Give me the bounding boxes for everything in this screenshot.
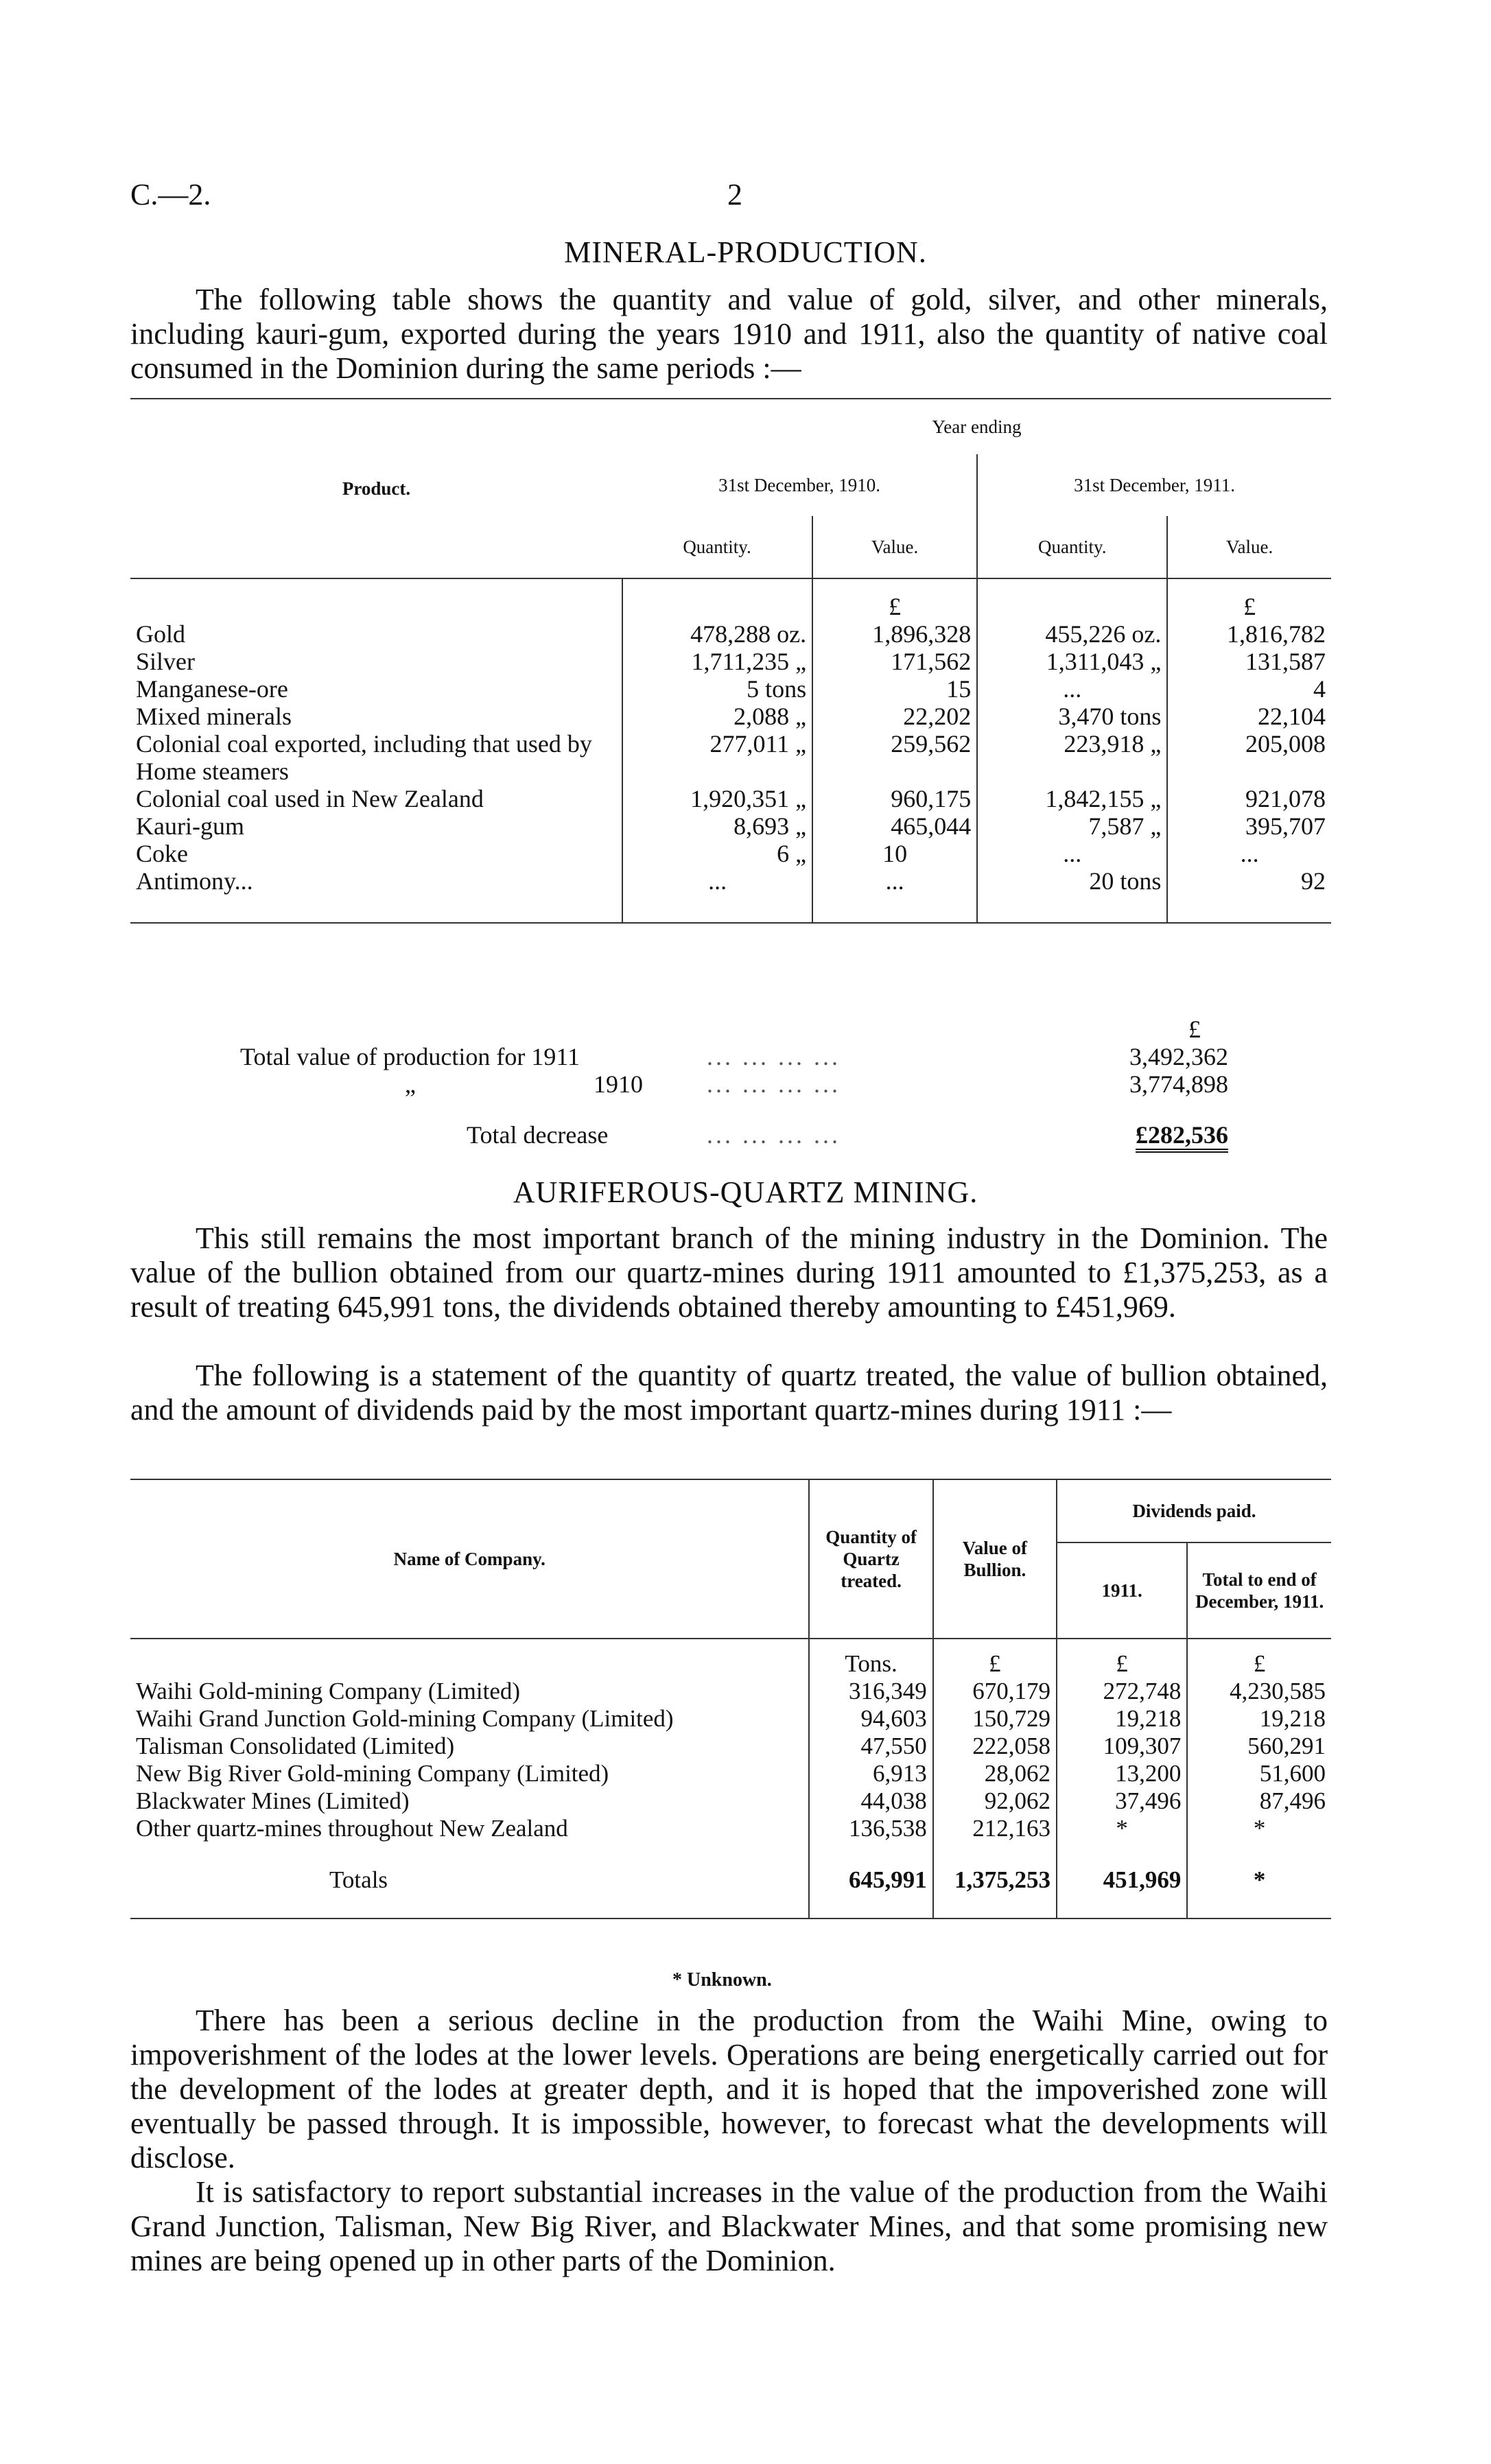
mineral-production-table	[130, 398, 1331, 924]
company-name-header: Name of Company.	[393, 1549, 545, 1569]
value-1911: ...	[1167, 840, 1331, 867]
value-1911: 4	[1167, 675, 1331, 703]
value-1910: 960,175	[812, 785, 977, 812]
quantity-1911: 1,842,155 „	[977, 785, 1167, 812]
currency-symbol: £	[1167, 578, 1331, 620]
dividends-total: 87,496	[1187, 1787, 1331, 1815]
total-decrease-label: Total decrease	[467, 1121, 609, 1149]
quantity-1911-header: Quantity.	[977, 516, 1167, 578]
dividends-1911-header: 1911.	[1057, 1542, 1187, 1639]
quantity-1910: 277,011 „	[622, 730, 812, 785]
dividends-total-header: Total to end of December, 1911.	[1187, 1542, 1331, 1639]
quartz-quantity: 6,913	[809, 1760, 932, 1787]
total-decrease-value: £282,536	[1136, 1121, 1228, 1153]
quantity-1910: 1,711,235 „	[622, 648, 812, 675]
closing-paragraph-2: It is satisfactory to report substantial increases in the value of the production from the Waihi Grand Junction, Talisman, New Big River, and Blackwater Mines, and that some promising new mines are being opened up in other parts of the Dominion.	[130, 2175, 1328, 2277]
table-row	[130, 1760, 1331, 1787]
page-number: 2	[727, 178, 742, 211]
quantity-1910-header: Quantity.	[683, 537, 751, 557]
value-1911: 92	[1167, 867, 1331, 923]
total-decrease-row	[240, 1121, 1228, 1149]
bullion-value: 150,729	[933, 1705, 1057, 1733]
value-1911: 395,707	[1167, 812, 1331, 840]
quantity-1910: ...	[622, 867, 812, 923]
bullion-value: 28,062	[933, 1760, 1057, 1787]
product-name: Coke	[136, 840, 188, 867]
dividends-total: *	[1187, 1815, 1331, 1842]
dividends-total: 19,218	[1187, 1705, 1331, 1733]
company-name: New Big River Gold-mining Company (Limited)	[136, 1760, 609, 1787]
quantity-1911: ...	[977, 840, 1167, 867]
closing-paragraph-1: There has been a serious decline in the production from the Waihi Mine, owing to impoverishment of the lodes at the lower levels. Operations are being energetically carried out for the development of the lodes at greater depth, and it is hoped that the impoverished zone will eventually be passed through. It is impossible, however, to forecast what the developments will disclose.	[130, 2004, 1328, 2174]
total-1911-row	[240, 1043, 1228, 1070]
company-name: Talisman Consolidated (Limited)	[136, 1733, 455, 1759]
value-1911: 205,008	[1167, 730, 1331, 785]
bullion-value: 670,179	[933, 1678, 1057, 1705]
dividends-total: 51,600	[1187, 1760, 1331, 1787]
currency-symbol: £	[1188, 1016, 1201, 1043]
bullion-value-header: Value of Bullion.	[933, 1479, 1057, 1639]
bullion-value: 212,163	[933, 1815, 1057, 1842]
table-row	[130, 620, 1331, 648]
value-1910-header: Value.	[812, 516, 977, 578]
bullion-value: 222,058	[933, 1733, 1057, 1760]
total-dividends-1911: 451,969	[1057, 1842, 1187, 1919]
table-row	[130, 703, 1331, 730]
product-name: Kauri-gum	[136, 812, 244, 840]
value-1910: 1,896,328	[812, 620, 977, 648]
table-row	[130, 1815, 1331, 1842]
value-1910: 15	[812, 675, 977, 703]
tons-unit: Tons.	[809, 1639, 932, 1678]
quantity-1911: 223,918 „	[977, 730, 1167, 785]
dividends-1911: 13,200	[1057, 1760, 1187, 1787]
quartz-mines-table	[130, 1479, 1331, 1919]
total-dividends-to-date: *	[1187, 1842, 1331, 1919]
section-title-mineral-production: MINERAL-PRODUCTION.	[564, 235, 927, 269]
period-1910-header: 31st December, 1910.	[718, 475, 881, 495]
value-1910: 10	[812, 840, 977, 867]
currency-row	[130, 578, 1331, 620]
dividends-1911: 19,218	[1057, 1705, 1187, 1733]
dividends-paid-header: Dividends paid.	[1057, 1479, 1331, 1542]
table-row	[130, 812, 1331, 840]
product-name: Colonial coal used in New Zealand	[136, 785, 484, 812]
quantity-1910: 478,288 oz.	[622, 620, 812, 648]
company-name: Other quartz-mines throughout New Zealand	[136, 1815, 568, 1842]
ditto-mark: „	[405, 1070, 416, 1098]
product-name: Colonial coal exported, including that used by Home steamers	[136, 730, 592, 785]
section-title-auriferous-quartz: AURIFEROUS-QUARTZ MINING.	[513, 1175, 978, 1209]
dividends-1911: *	[1057, 1815, 1187, 1842]
product-column-header: Product.	[342, 478, 411, 499]
quartz-quantity: 316,349	[809, 1678, 932, 1705]
value-1910: ...	[812, 867, 977, 923]
table-row	[130, 1678, 1331, 1705]
dividends-1911: 37,496	[1057, 1787, 1187, 1815]
currency-symbol: £	[812, 578, 977, 620]
quantity-1910: 2,088 „	[622, 703, 812, 730]
totals-row	[130, 1842, 1331, 1919]
quantity-1911: 20 tons	[977, 867, 1167, 923]
intro-paragraph: The following table shows the quantity and value of gold, silver, and other minerals, including kauri-gum, exported during the years 1910 and 1911, also the quantity of native coal consumed in the Dominion during the same periods :—	[130, 283, 1328, 385]
currency-symbol: £	[933, 1639, 1057, 1678]
product-name: Mixed minerals	[136, 703, 292, 730]
quartz-quantity: 44,038	[809, 1787, 932, 1815]
quantity-1911: ...	[977, 675, 1167, 703]
table-row	[130, 840, 1331, 867]
table-row	[130, 867, 1331, 923]
company-name: Waihi Grand Junction Gold-mining Company (Limited)	[136, 1705, 674, 1732]
period-1911-header: 31st December, 1911.	[977, 454, 1331, 516]
table-row	[130, 785, 1331, 812]
quantity-1910: 6 „	[622, 840, 812, 867]
quantity-1911: 7,587 „	[977, 812, 1167, 840]
currency-symbol: £	[1057, 1639, 1187, 1678]
quantity-treated-header: Quantity of Quartz treated.	[809, 1479, 932, 1639]
auriferous-paragraph-2: The following is a statement of the quantity of quartz treated, the value of bullion obtained, and the amount of dividends paid by the most important quartz-mines during 1911 :—	[130, 1359, 1328, 1427]
value-1911-header: Value.	[1167, 516, 1331, 578]
quantity-1910: 1,920,351 „	[622, 785, 812, 812]
value-1910: 465,044	[812, 812, 977, 840]
production-totals	[240, 1016, 1228, 1149]
total-value: 1,375,253	[933, 1842, 1057, 1919]
total-1910-value: 3,774,898	[1129, 1070, 1228, 1098]
value-1911: 921,078	[1167, 785, 1331, 812]
value-1910: 259,562	[812, 730, 977, 785]
dividends-1911: 109,307	[1057, 1733, 1187, 1760]
value-1911: 1,816,782	[1167, 620, 1331, 648]
bullion-value: 92,062	[933, 1787, 1057, 1815]
quartz-quantity: 47,550	[809, 1733, 932, 1760]
value-1911: 131,587	[1167, 648, 1331, 675]
table2-header-row-1	[130, 1479, 1331, 1542]
value-1911: 22,104	[1167, 703, 1331, 730]
leader-dots: ... ... ... ...	[707, 1121, 841, 1149]
dividends-total: 4,230,585	[1187, 1678, 1331, 1705]
leader-dots: ... ... ... ...	[707, 1043, 841, 1070]
leader-dots: ... ... ... ...	[707, 1070, 841, 1098]
total-quantity: 645,991	[809, 1842, 932, 1919]
auriferous-paragraph-1: This still remains the most important branch of the mining industry in the Dominion. The value of the bullion obtained from our quartz-mines during 1911 amounted to £1,375,253, as a result of treating 645,991 tons, the dividends obtained thereby amounting to £451,969.	[130, 1221, 1328, 1324]
value-1910: 22,202	[812, 703, 977, 730]
quartz-quantity: 136,538	[809, 1815, 932, 1842]
dividends-1911: 272,748	[1057, 1678, 1187, 1705]
quantity-1911: 1,311,043 „	[977, 648, 1167, 675]
quartz-quantity: 94,603	[809, 1705, 932, 1733]
table-row	[130, 1705, 1331, 1733]
quantity-1911: 3,470 tons	[977, 703, 1167, 730]
product-name: Silver	[136, 648, 195, 675]
company-name: Blackwater Mines (Limited)	[136, 1787, 410, 1814]
value-1910: 171,562	[812, 648, 977, 675]
table-row	[130, 1733, 1331, 1760]
year-ending-header: Year ending	[932, 416, 1022, 437]
table1-header-row-1	[130, 399, 1331, 454]
quantity-1910: 8,693 „	[622, 812, 812, 840]
company-name: Waihi Gold-mining Company (Limited)	[136, 1678, 521, 1704]
quantity-1911: 455,226 oz.	[977, 620, 1167, 648]
total-1911-label: Total value of production for 1911	[240, 1043, 580, 1070]
quantity-1910: 5 tons	[622, 675, 812, 703]
total-1910-row	[240, 1070, 1228, 1098]
units-row	[130, 1639, 1331, 1678]
totals-currency-row	[240, 1016, 1228, 1043]
total-1910-year: 1910	[594, 1070, 643, 1098]
dividends-total: 560,291	[1187, 1733, 1331, 1760]
table-row	[130, 730, 1331, 785]
totals-label: Totals	[329, 1866, 388, 1893]
document-code: C.—2.	[130, 178, 211, 211]
table-row	[130, 648, 1331, 675]
currency-symbol: £	[1187, 1639, 1331, 1678]
table-row	[130, 1787, 1331, 1815]
footnote-unknown: * Unknown.	[672, 1969, 772, 1991]
product-name: Manganese-ore	[136, 675, 288, 703]
product-name: Antimony...	[136, 867, 253, 895]
table-row	[130, 675, 1331, 703]
product-name: Gold	[136, 620, 185, 648]
total-1911-value: 3,492,362	[1129, 1043, 1228, 1070]
